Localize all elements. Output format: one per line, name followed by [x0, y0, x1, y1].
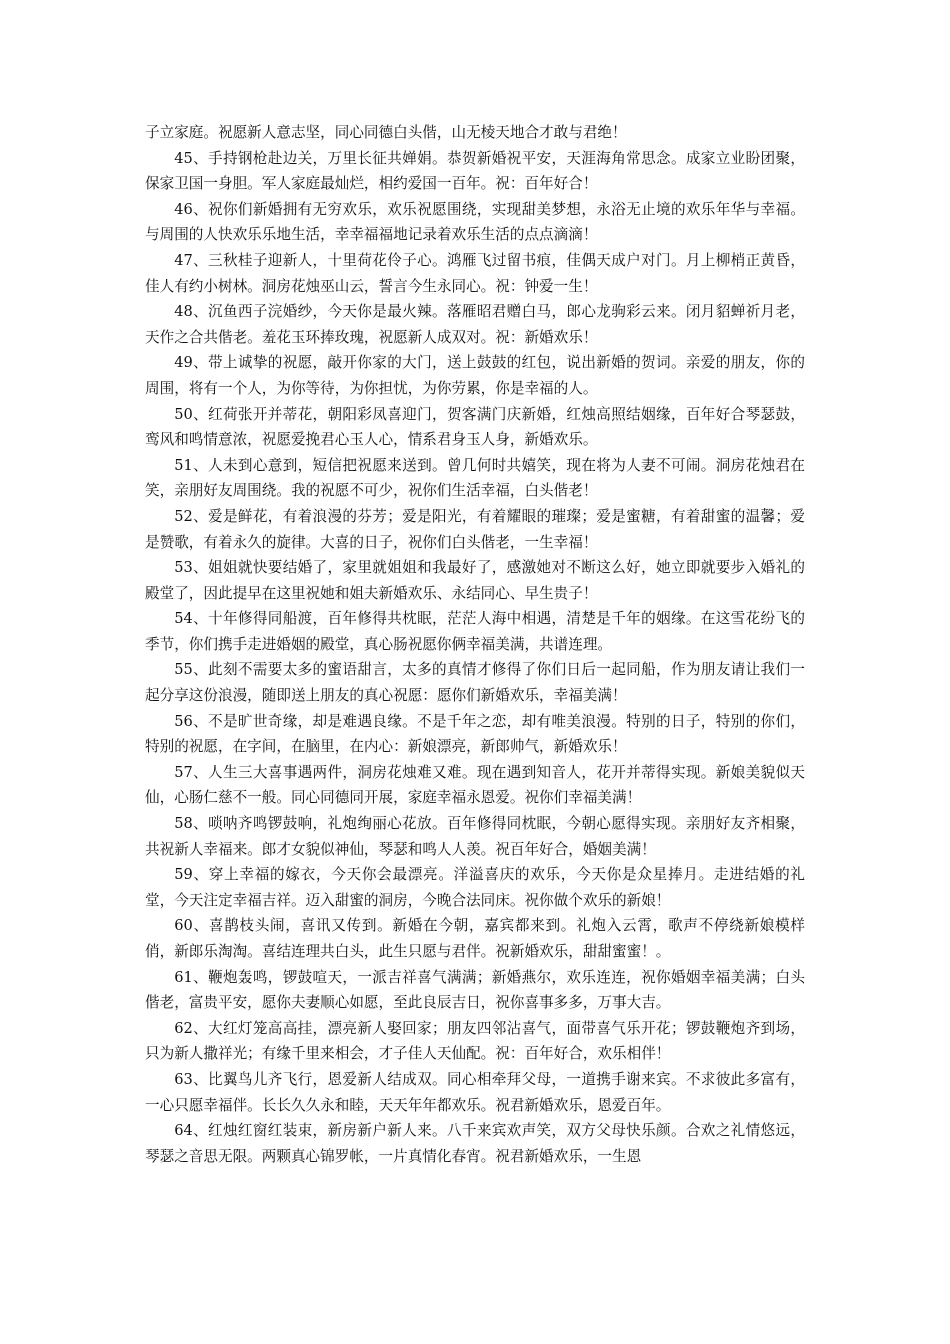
- paragraph-61: 61、鞭炮轰鸣，锣鼓喧天，一派吉祥喜气满满；新婚燕尔，欢乐连连，祝你婚姻幸福美满；白头偕老，富贵平安，愿你夫妻顺心如愿，至此良辰吉日，祝你喜事多多，万事大吉。: [145, 968, 805, 1012]
- paragraph-49: 49、带上诚挚的祝愿，敲开你家的大门，送上鼓鼓的红包，说出新婚的贺词。亲爱的朋友，你的周围，将有一个人，为你等待，为你担忧，为你劳累，你是幸福的人。: [145, 354, 805, 397]
- paragraph-62: 62、大红灯笼高高挂，漂亮新人娶回家；朋友四邻沾喜气，面带喜气乐开花；锣鼓鞭炮齐到场，只为新人撒祥光；有缘千里来相会，才子佳人天仙配。祝：百年好合，欢乐相伴！: [145, 1019, 805, 1063]
- paragraph-47: 47、三秋桂子迎新人，十里荷花伶子心。鸿雁飞过留书痕，佳偶天成户对门。月上柳梢正黄昏，佳人有约小树林。洞房花烛巫山云，誓言今生永同心。祝：钟爱一生！: [145, 251, 805, 295]
- paragraph-59: 59、穿上幸福的嫁衣，今天你会最漂亮。洋溢喜庆的欢乐，今天你是众星捧月。走进结婚的礼堂，今天注定幸福吉祥。迈入甜蜜的洞房，今晚合法同床。祝你做个欢乐的新娘！: [145, 866, 805, 909]
- paragraph-48: 48、沉鱼西子浣婚纱，今天你是最火辣。落雁昭君赠白马，郎心龙驹彩云来。闭月貂蝉祈月老，天作之合共偕老。羞花玉环捧玫瑰，祝愿新人成双对。祝：新婚欢乐！: [145, 303, 805, 346]
- paragraph-57: 57、人生三大喜事遇两件，洞房花烛难又难。现在遇到知音人，花开并蒂得实现。新娘美貌似天仙，心肠仁慈不一般。同心同德同开展，家庭幸福永恩爱。祝你们幸福美满！: [145, 763, 805, 807]
- paragraph-45: 45、手持钢枪赴边关，万里长征共婵娟。恭贺新婚祝平安，天涯海角常思念。成家立业盼团聚，保家卫国一身胆。军人家庭最灿烂，相约爱国一百年。祝：百年好合！: [145, 149, 805, 193]
- paragraph-52: 52、爱是鲜花，有着浪漫的芬芳；爱是阳光，有着耀眼的璀璨；爱是蜜糖，有着甜蜜的温馨；爱是赞歌，有着永久的旋律。大喜的日子，祝你们白头偕老，一生幸福！: [145, 507, 805, 551]
- paragraph-64: 64、红烛红窗红装束，新房新户新人来。八千来宾欢声笑，双方父母快乐颜。合欢之礼情悠远，琴瑟之音思无限。两颗真心锦罗帐，一片真情化春宵。祝君新婚欢乐，一生恩: [145, 1122, 805, 1165]
- paragraph-55: 55、此刻不需要太多的蜜语甜言，太多的真情才修得了你们日后一起同船，作为朋友请让我们一起分享这份浪漫，随即送上朋友的真心祝愿：愿你们新婚欢乐，幸福美满！: [145, 661, 805, 705]
- document-body: [145, 120, 805, 1169]
- paragraph-58: 58、唢呐齐鸣锣鼓响，礼炮绚丽心花放。百年修得同枕眠，今朝心愿得实现。亲朋好友齐相聚，共祝新人幸福来。郎才女貌似神仙，琴瑟和鸣人人羡。祝百年好合，婚姻美满！: [145, 815, 805, 858]
- paragraph-continuation: 子立家庭。祝愿新人意志坚，同心同德白头偕，山无棱天地合才敢与君绝！: [145, 124, 627, 141]
- paragraph-53: 53、姐姐就快要结婚了，家里就姐姐和我最好了，感激她对不断这么好，她立即就要步入婚礼的殿堂了，因此提早在这里祝她和姐夫新婚欢乐、永结同心、早生贵子！: [145, 559, 805, 602]
- paragraph-60: 60、喜鹊枝头闹，喜讯又传到。新婚在今朝，嘉宾都来到。礼炮入云霄，歌声不停绕新娘模样俏，新郎乐淘淘。喜结连理共白头，此生只愿与君伴。祝新婚欢乐，甜甜蜜蜜！。: [145, 917, 805, 960]
- paragraph-50: 50、红荷张开并蒂花，朝阳彩凤喜迎门，贺客满门庆新婚，红烛高照结姻缘，百年好合琴瑟鼓，鸾风和鸣情意浓，祝愿爱挽君心玉人心，情系君身玉人身，新婚欢乐。: [145, 405, 805, 449]
- paragraph-51: 51、人未到心意到，短信把祝愿来送到。曾几何时共嬉笑，现在将为人妻不可闹。洞房花烛君在笑，亲朋好友周围绕。我的祝愿不可少，祝你们生活幸福，白头偕老！: [145, 456, 805, 500]
- paragraph-46: 46、祝你们新婚拥有无穷欢乐，欢乐祝愿围绕，实现甜美梦想，永浴无止境的欢乐年华与幸福。与周围的人快欢乐乐地生活，幸幸福福地记录着欢乐生活的点点滴滴！: [145, 200, 805, 244]
- paragraph-54: 54、十年修得同船渡，百年修得共枕眠，茫茫人海中相遇，清楚是千年的姻缘。在这雪花纷飞的季节，你们携手走进婚姻的殿堂，真心肠祝愿你俩幸福美满，共谱连理。: [145, 610, 805, 653]
- paragraph-56: 56、不是旷世奇缘，却是难遇良缘。不是千年之恋，却有唯美浪漫。特别的日子，特别的你们，特别的祝愿，在字间，在脑里，在内心：新娘漂亮，新郎帅气，新婚欢乐！: [145, 712, 805, 756]
- paragraph-63: 63、比翼鸟儿齐飞行，恩爱新人结成双。同心相牵拜父母，一道携手谢来宾。不求彼此多富有，一心只愿幸福伴。长长久久永和睦，天天年年都欢乐。祝君新婚欢乐，恩爱百年。: [145, 1070, 805, 1114]
